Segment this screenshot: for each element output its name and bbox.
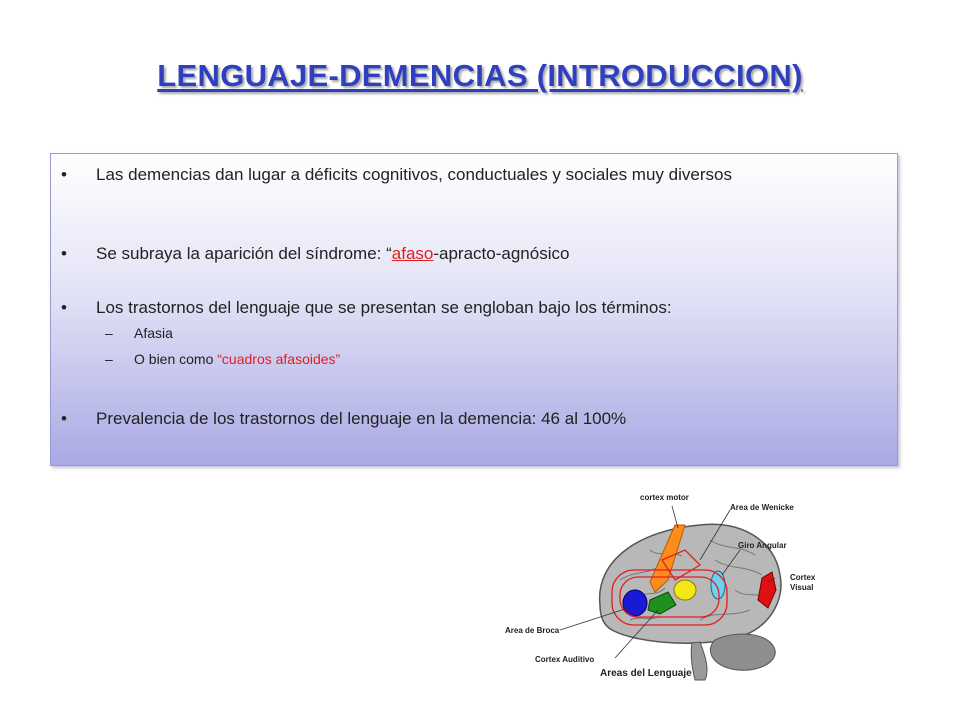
label-wernicke: Area de Wenicke [730,503,794,512]
label-motor-cortex: cortex motor [640,493,689,502]
bullet-text [96,243,856,265]
sub-text: Afasia [134,325,173,341]
highlight-term: afaso [391,244,434,263]
label-auditory-cortex: Cortex Auditivo [535,655,595,664]
brain-svg [500,480,860,710]
bullet-text: Prevalencia de los trastornos del lenguaje en la demencia: 46 al 100% [96,409,627,428]
bullet-marker: • [61,165,67,184]
bullet-marker: • [61,409,67,428]
wernicke-area [674,580,696,600]
text-segment: O bien como [134,351,218,367]
sub-marker: – [105,351,113,367]
brain-cerebellum [710,634,775,670]
sub-marker: – [105,325,113,341]
label-broca: Area de Broca [505,626,560,635]
bullet-text: Los trastornos del lenguaje que se presentan se engloban bajo los términos: [96,298,672,317]
page-title: LENGUAJE-DEMENCIAS (INTRODUCCION) [157,58,803,93]
label-visual-cortex-2: Visual [790,583,814,592]
bullet-marker: • [61,298,67,317]
bullet-text: Las demencias dan lugar a déficits cognitivos, conductuales y sociales muy diversos [96,165,732,184]
text-segment: -apracto-agnósico [433,244,570,263]
highlight-term: “cuadros afasoides” [217,351,341,367]
sub-text [134,350,734,368]
content-box [50,153,898,466]
angular-gyrus-area [711,571,725,599]
diagram-caption: Areas del Lenguaje [600,668,692,679]
label-angular-gyrus: Giro Angular [738,541,787,550]
text-segment: Se subraya la aparición del síndrome: “ [96,244,392,263]
label-visual-cortex: Cortex [790,573,816,582]
brain-diagram [500,480,860,710]
brain-stem [691,642,707,680]
bullet-marker: • [61,244,67,263]
